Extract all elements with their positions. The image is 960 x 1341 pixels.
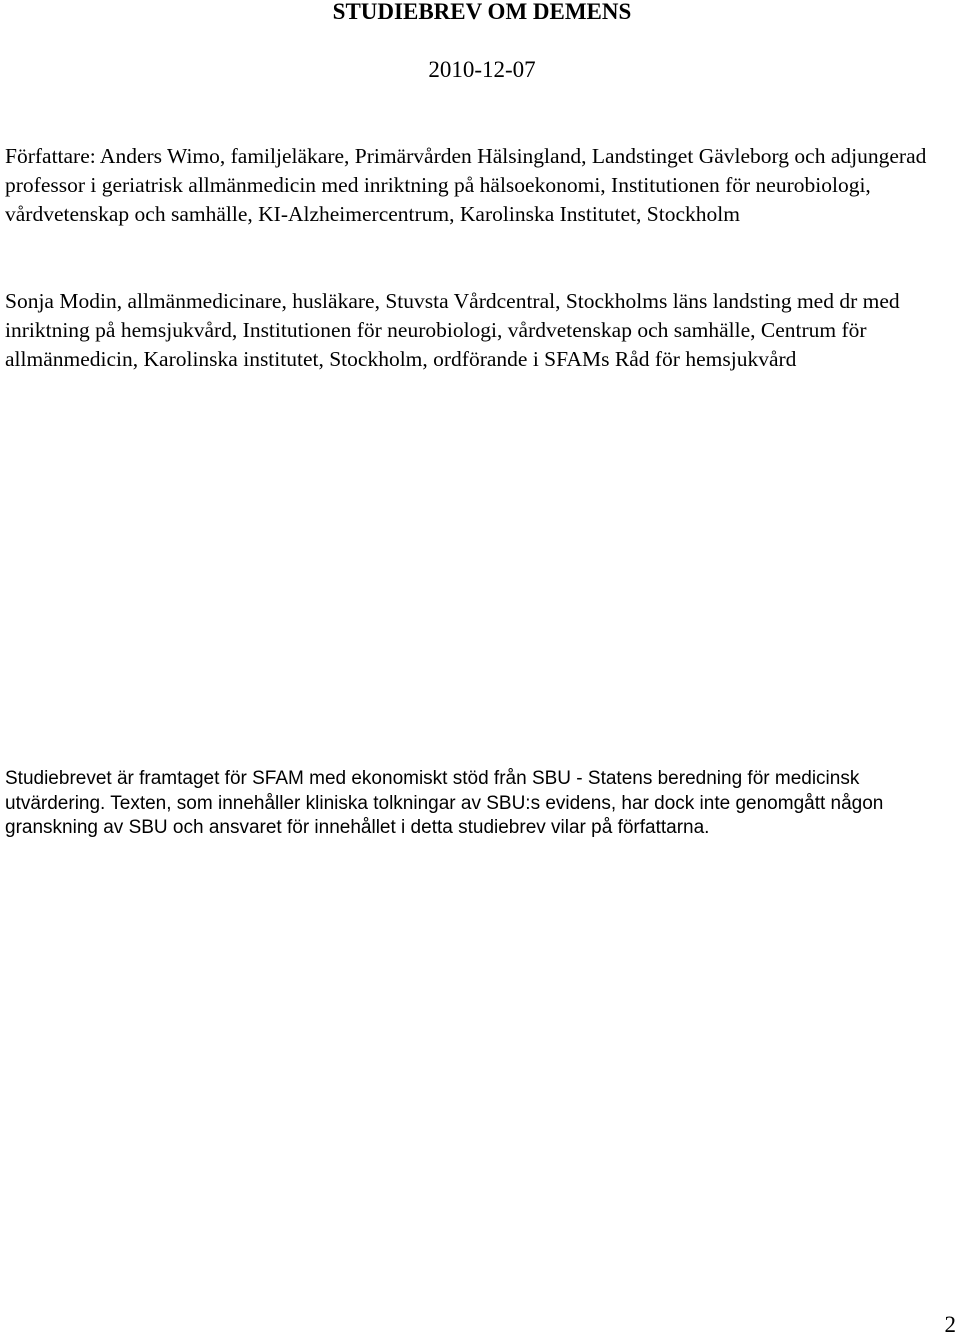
- author-paragraph-modin: Sonja Modin, allmänmedicinare, husläkare, Stuvsta Vårdcentral, Stockholms läns landsting med dr med inriktning på hemsjukvård, Institutionen för neurobiologi, vårdvetenskap och samhälle, Centrum för allmänmedicin, Karolinska institutet, Stockholm, ordförande i SFAMs Råd för hemsjukvård: [5, 289, 900, 371]
- document-title: STUDIEBREV OM DEMENS: [332, 0, 632, 24]
- author-paragraph-wimo: Författare: Anders Wimo, familjeläkare, Primärvården Hälsingland, Landstinget Gävleborg och adjungerad professor i geriatrisk allmänmedicin med inriktning på hälsoekonomi, Institutionen för neurobiologi, vårdvetenskap och samhälle, KI-Alzheimercentrum, Karolinska Institutet, Stockholm: [5, 144, 927, 226]
- page-number: 2: [944, 1312, 956, 1337]
- funding-disclaimer: Studiebrevet är framtaget för SFAM med ekonomiskt stöd från SBU - Statens beredning för medicinsk utvärdering. Texten, som innehåller kliniska tolkningar av SBU:s evidens, har dock inte genomgått någon granskning av SBU och ansvaret för innehållet i detta studiebrev vilar på författarna.: [5, 768, 884, 838]
- document-date: 2010-12-07: [428, 57, 536, 82]
